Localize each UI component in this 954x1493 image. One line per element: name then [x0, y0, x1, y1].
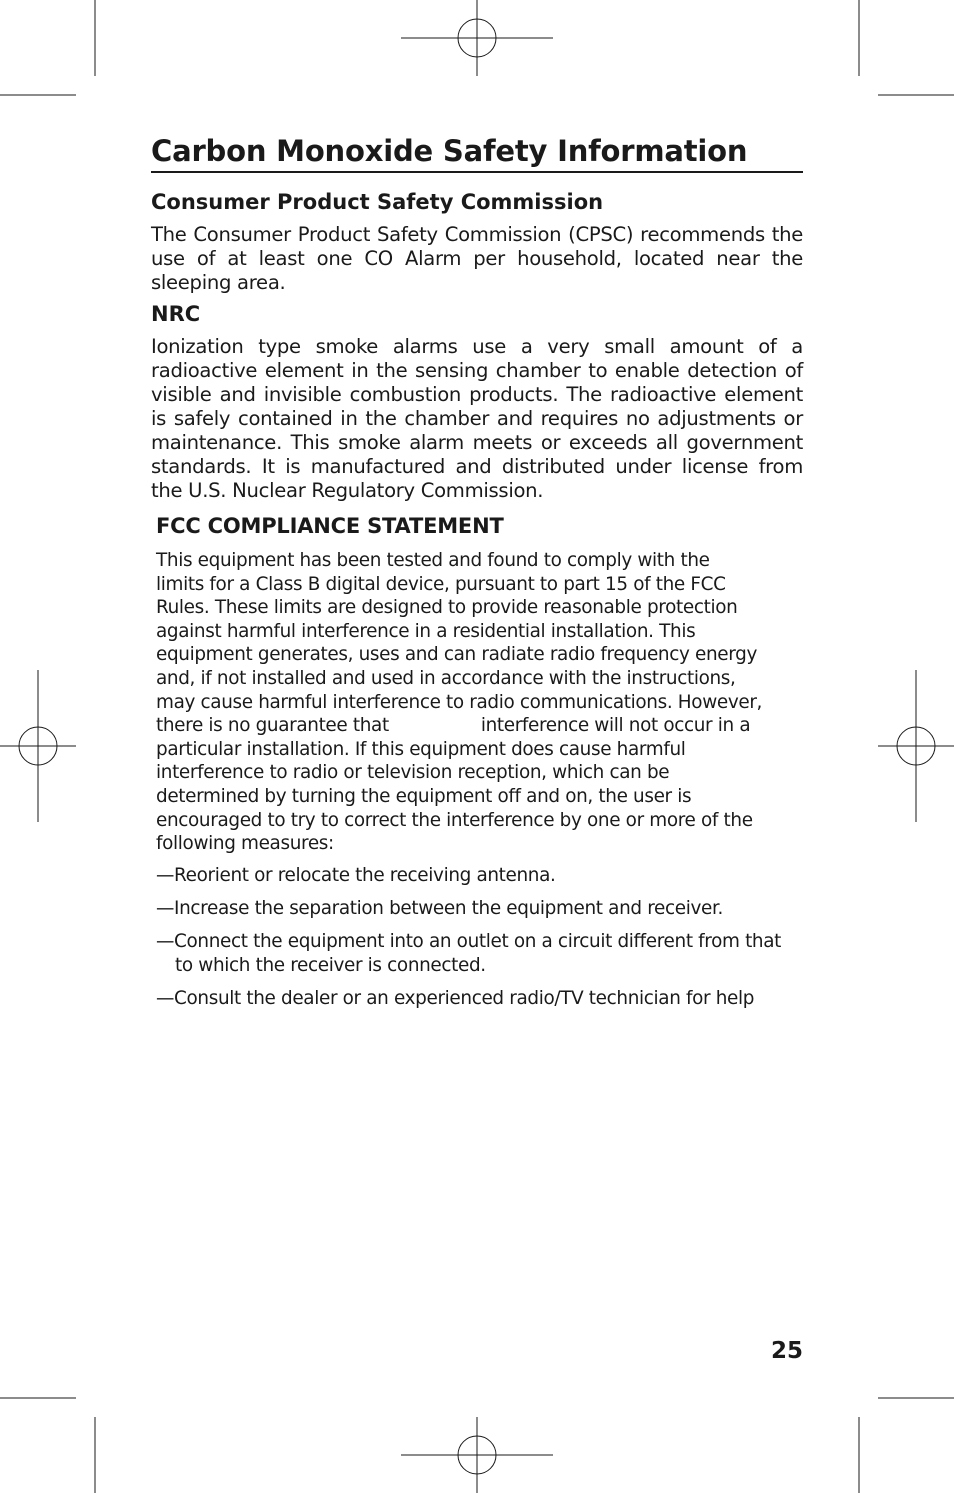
- fcc-line: encouraged to try to correct the interference by one or more of the: [156, 809, 753, 831]
- list-item: —Increase the separation between the equipment and receiver.: [156, 897, 723, 919]
- fcc-line-gap-left: there is no guarantee that: [156, 715, 389, 737]
- fcc-line-gap-right: interference will not occur in a: [480, 715, 751, 737]
- fcc-line: against harmful interference in a residential installation. This: [156, 620, 696, 642]
- fcc-line: equipment generates, uses and can radiate radio frequency energy: [156, 644, 757, 666]
- fcc-line: This equipment has been tested and found to comply with the: [156, 550, 710, 571]
- page-content: [151, 132, 803, 1020]
- fcc-line: particular installation. If this equipment does cause harmful: [156, 738, 686, 760]
- fcc-line: following measures:: [156, 833, 334, 855]
- fcc-section: [156, 513, 801, 1010]
- page-number: 25: [770, 1338, 803, 1364]
- fcc-line-with-gap: [156, 714, 801, 738]
- fcc-line: limits for a Class B digital device, pursuant to part 15 of the FCC: [156, 573, 726, 595]
- list-item: —Connect the equipment into an outlet on a circuit different from that to which the receiver is connected.: [156, 930, 782, 976]
- list-item: —Consult the dealer or an experienced radio/TV technician for help: [156, 987, 755, 1009]
- nrc-paragraph: Ionization type smoke alarms use a very small amount of a radioactive element in the sensing chamber to enable detection of visible and invisible combustion products. The radioactive element is safely contained in the chamber and requires no adjustments or maintenance. This smoke alarm meets or exceeds all government standards. It is manufactured and distributed under license from the U.S. Nuclear Regulatory Commission.: [151, 335, 803, 502]
- fcc-measures-list: [156, 864, 801, 1010]
- fcc-line: may cause harmful interference to radio communications. However,: [156, 691, 763, 713]
- page-title: Carbon Monoxide Safety Information: [151, 132, 803, 173]
- cpsc-paragraph: The Consumer Product Safety Commission (CPSC) recommends the use of at least one CO Alarm per household, located near the sleeping area.: [151, 223, 803, 294]
- fcc-line: determined by turning the equipment off and on, the user is: [156, 785, 692, 807]
- list-item: —Reorient or relocate the receiving antenna.: [156, 864, 556, 886]
- cpsc-heading: Consumer Product Safety Commission: [151, 190, 604, 214]
- fcc-paragraph: [156, 549, 801, 856]
- fcc-heading: FCC COMPLIANCE STATEMENT: [156, 514, 504, 538]
- fcc-line: Rules. These limits are designed to provide reasonable protection: [156, 597, 738, 619]
- nrc-heading: NRC: [151, 302, 201, 326]
- fcc-line: interference to radio or television reception, which can be: [156, 762, 670, 784]
- fcc-line: and, if not installed and used in accordance with the instructions,: [156, 667, 736, 689]
